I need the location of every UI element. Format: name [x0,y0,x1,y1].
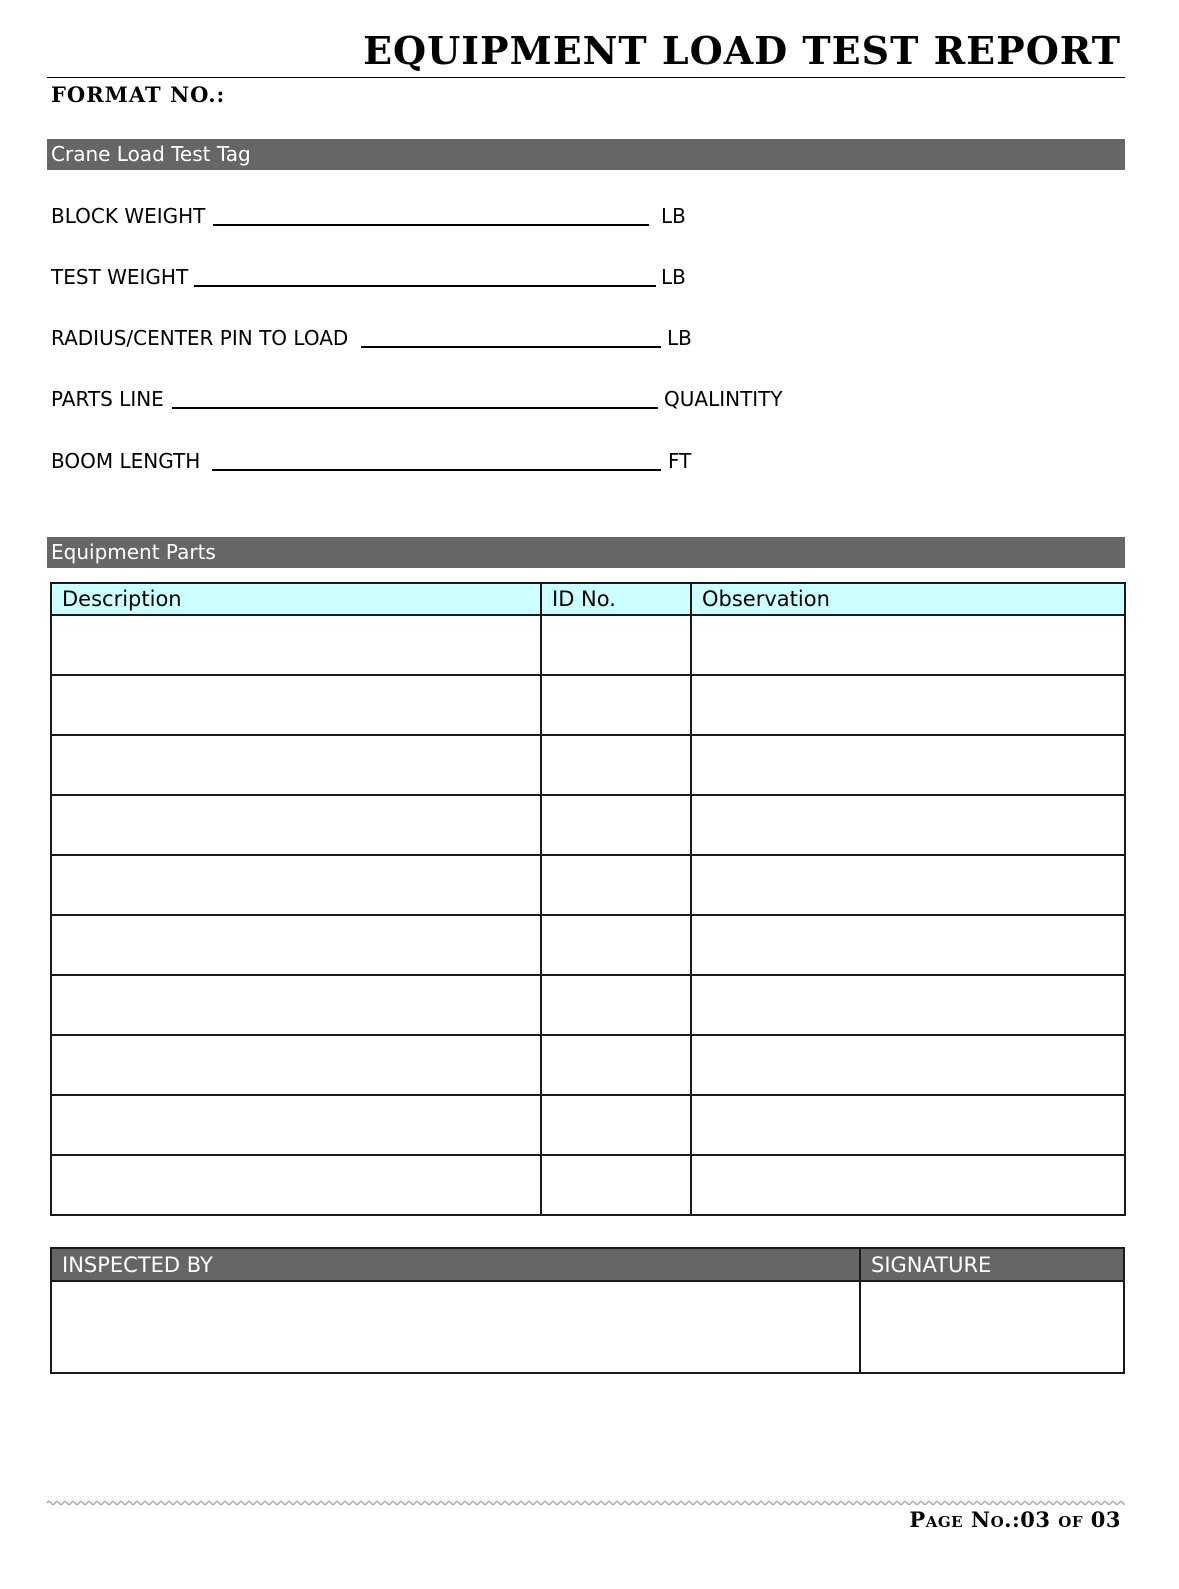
description-cell[interactable] [51,855,541,915]
table-row [51,1095,1125,1155]
id-no-cell[interactable] [541,1095,691,1155]
table-row [51,795,1125,855]
radius-input-line[interactable] [361,323,661,348]
test-weight-field [51,262,686,292]
parts-line-unit: QUALINTITY [664,387,783,411]
description-cell[interactable] [51,795,541,855]
table-row [51,735,1125,795]
table-row [51,615,1125,675]
observation-cell[interactable] [691,1155,1125,1215]
parts-line-label: PARTS LINE [51,387,164,411]
parts-line-input-line[interactable] [172,384,658,409]
column-header-id-no: ID No. [541,583,691,615]
description-cell[interactable] [51,615,541,675]
observation-cell[interactable] [691,735,1125,795]
inspected-by-header: INSPECTED BY [51,1248,860,1281]
observation-cell[interactable] [691,1095,1125,1155]
crane-section-header: Crane Load Test Tag [47,139,1125,170]
table-row [51,1035,1125,1095]
description-cell[interactable] [51,1155,541,1215]
report-title: EQUIPMENT LOAD TEST REPORT [363,28,1121,73]
test-weight-unit: LB [661,265,686,289]
id-no-cell[interactable] [541,975,691,1035]
observation-cell[interactable] [691,1035,1125,1095]
observation-cell[interactable] [691,615,1125,675]
radius-field [51,323,692,353]
description-cell[interactable] [51,1035,541,1095]
equipment-parts-table [50,582,1126,1216]
table-row [51,1155,1125,1215]
block-weight-field [51,201,686,231]
id-no-cell[interactable] [541,1155,691,1215]
id-no-cell[interactable] [541,675,691,735]
boom-length-field [51,446,692,476]
table-row [51,855,1125,915]
column-header-description: Description [51,583,541,615]
description-cell[interactable] [51,675,541,735]
description-cell[interactable] [51,975,541,1035]
observation-cell[interactable] [691,855,1125,915]
boom-length-label: BOOM LENGTH [51,449,201,473]
inspected-by-cell[interactable] [51,1281,860,1373]
table-row [51,975,1125,1035]
signoff-table [50,1247,1125,1374]
title-divider [47,77,1125,78]
radius-unit: LB [667,326,692,350]
test-weight-input-line[interactable] [194,262,656,287]
signature-cell[interactable] [860,1281,1124,1373]
id-no-cell[interactable] [541,735,691,795]
id-no-cell[interactable] [541,855,691,915]
description-cell[interactable] [51,915,541,975]
block-weight-unit: LB [661,204,686,228]
boom-length-input-line[interactable] [212,446,661,471]
parts-line-field [51,384,783,414]
description-cell[interactable] [51,735,541,795]
page-number: Page No.:03 of 03 [909,1507,1121,1532]
signature-header: SIGNATURE [860,1248,1124,1281]
radius-label: RADIUS/CENTER PIN TO LOAD [51,326,349,350]
observation-cell[interactable] [691,915,1125,975]
id-no-cell[interactable] [541,795,691,855]
id-no-cell[interactable] [541,915,691,975]
block-weight-label: BLOCK WEIGHT [51,204,206,228]
boom-length-unit: FT [668,449,692,473]
column-header-observation: Observation [691,583,1125,615]
table-row [51,915,1125,975]
observation-cell[interactable] [691,975,1125,1035]
block-weight-input-line[interactable] [213,201,649,226]
observation-cell[interactable] [691,675,1125,735]
format-number-label: FORMAT NO.: [51,82,226,107]
test-weight-label: TEST WEIGHT [51,265,189,289]
description-cell[interactable] [51,1095,541,1155]
signoff-row [51,1281,1124,1373]
id-no-cell[interactable] [541,1035,691,1095]
observation-cell[interactable] [691,795,1125,855]
id-no-cell[interactable] [541,615,691,675]
table-row [51,675,1125,735]
signoff-header-row [51,1248,1124,1281]
equipment-parts-header: Equipment Parts [47,537,1125,568]
table-header-row [51,583,1125,615]
